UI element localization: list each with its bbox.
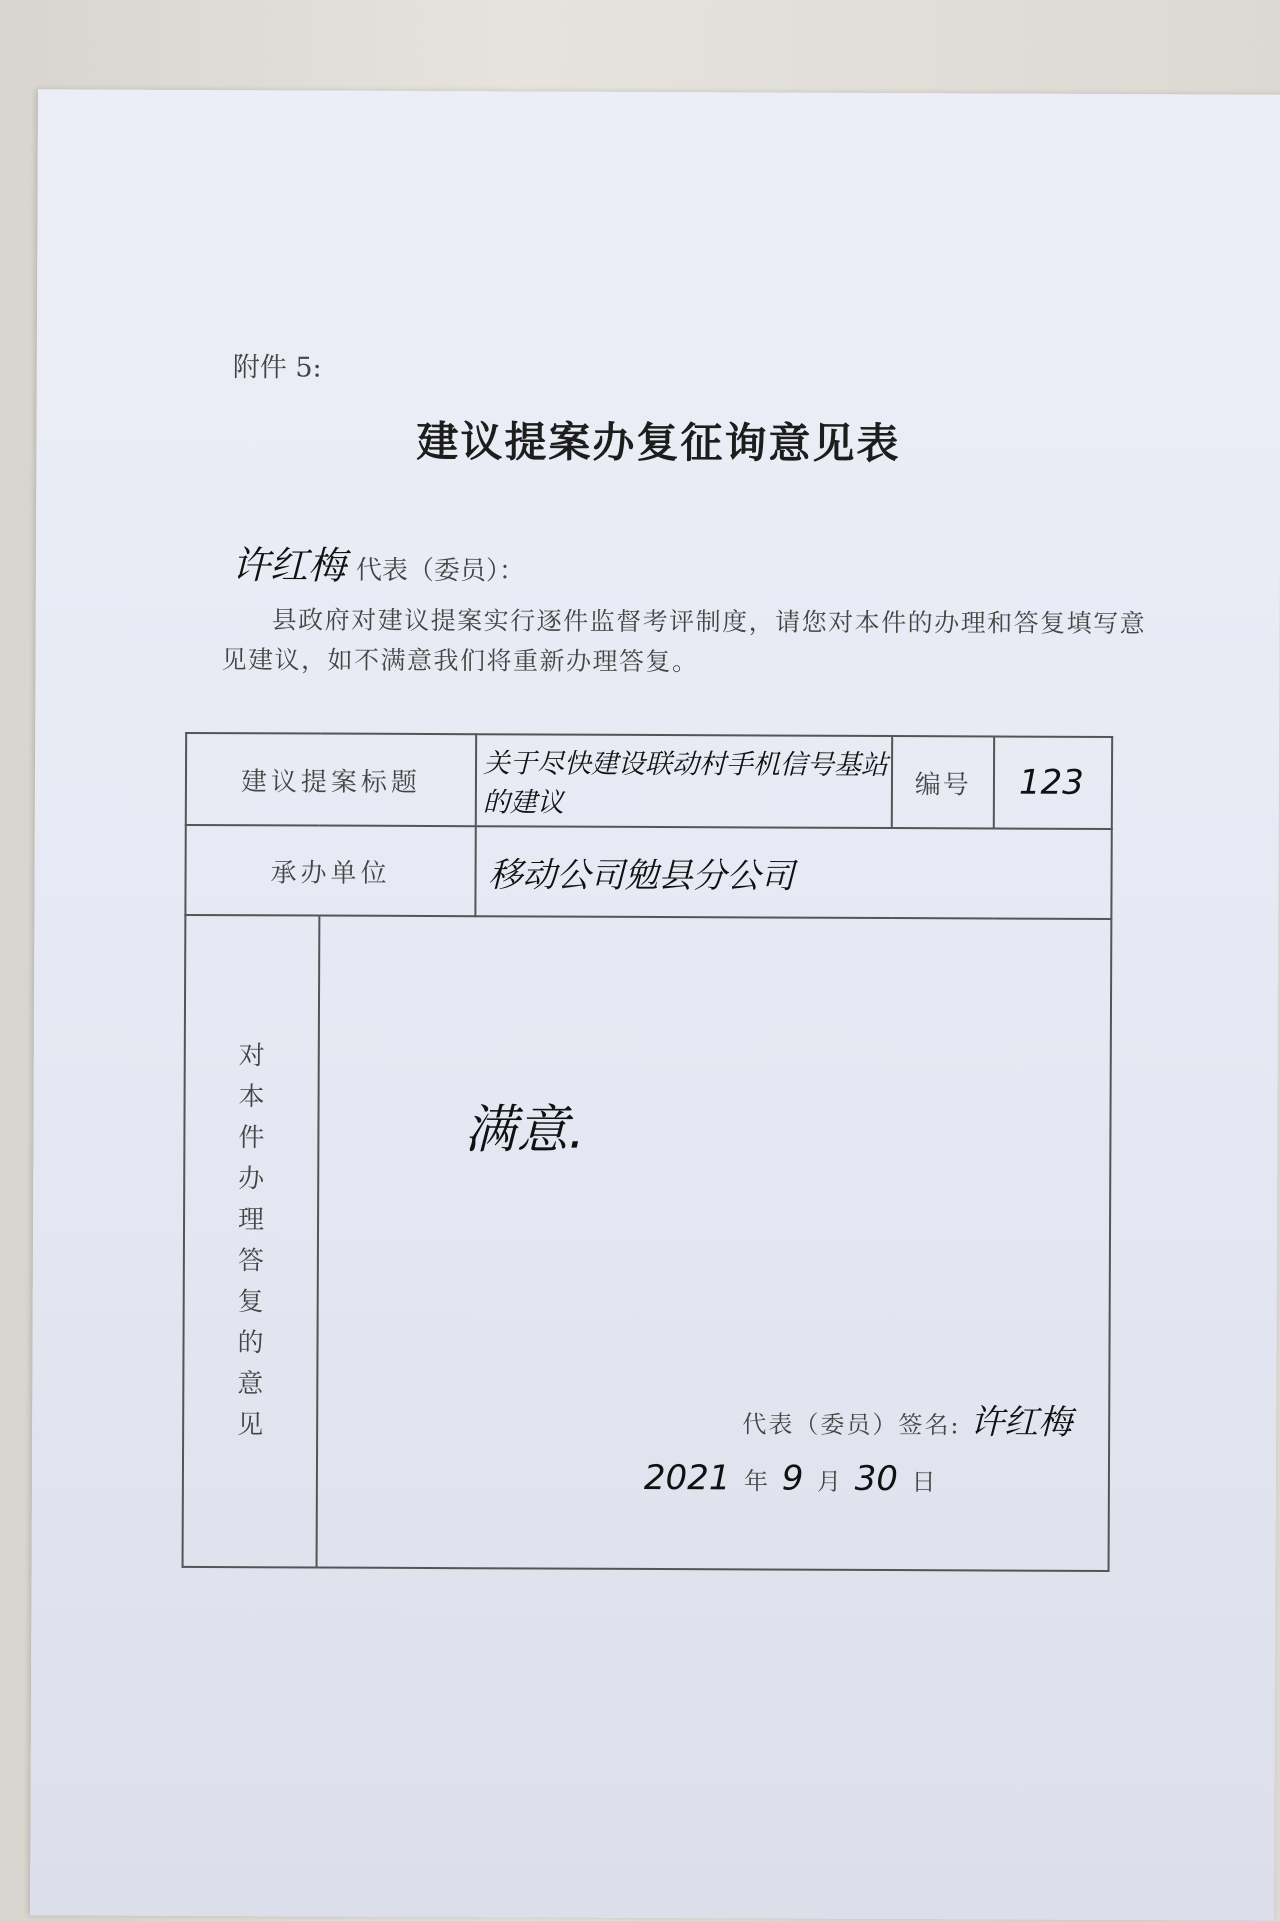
opinion-field [317, 916, 1112, 1571]
unit-label: 承办单位 [185, 825, 475, 916]
signature-label: 代表（委员）签名: [742, 1410, 961, 1440]
date-day-label: 日 [911, 1468, 936, 1497]
unit-value: 移动公司勉县分公司 [475, 826, 1111, 919]
date-month-label: 月 [816, 1467, 842, 1496]
salutation [232, 534, 525, 590]
number-value: 123 [994, 736, 1113, 829]
opinion-label: 对 本 件 办 理 答 复 的 意 见 [183, 915, 320, 1568]
date-month: 9 [781, 1458, 804, 1499]
opinion-form-table [182, 732, 1114, 1572]
unit-row [185, 825, 1111, 919]
date-year: 2021 [643, 1457, 731, 1499]
page-title: 建议提案办复征询意见表 [416, 416, 901, 469]
document-page [30, 89, 1280, 1920]
signature-line [742, 1393, 1072, 1443]
title-row [186, 733, 1112, 829]
date-year-label: 年 [744, 1467, 769, 1496]
date-line [638, 1458, 936, 1499]
signature-value: 许红梅 [970, 1402, 1073, 1443]
title-label: 建议提案标题 [186, 733, 476, 826]
date-day: 30 [854, 1458, 899, 1500]
handwritten-name: 许红梅 [231, 543, 347, 588]
instruction-paragraph: 县政府对建议提案实行逐件监督考评制度，请您对本件的办理和答复填写意见建议，如不满意我们将重新办理答复。 [221, 605, 1147, 677]
attachment-label: 附件 5: [232, 352, 322, 384]
salutation-suffix: 代表（委员）： [355, 555, 525, 587]
opinion-row [183, 915, 1112, 1571]
number-label: 编号 [892, 736, 994, 828]
title-value: 关于尽快建设联动村手机信号基站的建议 [476, 734, 892, 828]
opinion-value: 满意. [464, 1100, 586, 1161]
